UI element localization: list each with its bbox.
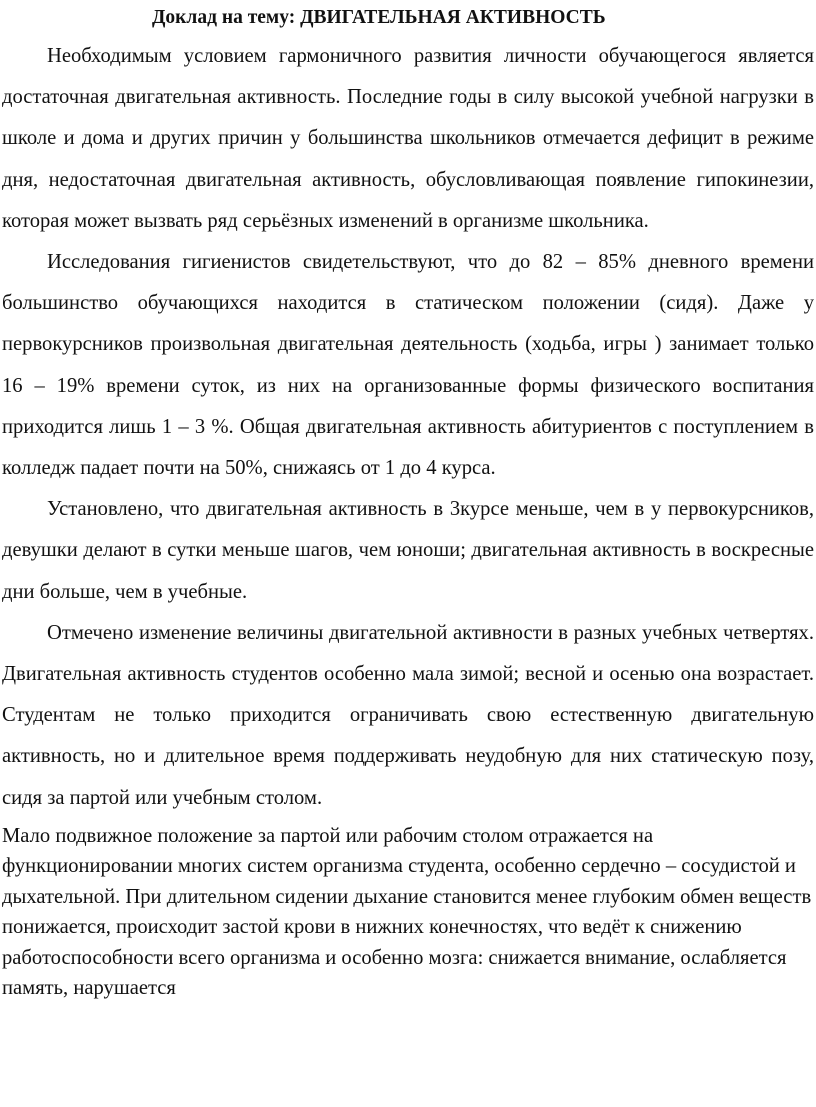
document-title: Доклад на тему: ДВИГАТЕЛЬНАЯ АКТИВНОСТЬ (152, 7, 606, 28)
paragraph-3: Установлено, что двигательная активность в 3курсе меньше, чем в у первокурсников, девушки делают в сутки меньше шагов, чем юноши; двигательная активность в воскресные дни больше, чем в учебные. (2, 498, 814, 603)
paragraph-4: Отмечено изменение величины двигательной активности в разных учебных четвертях. Двигательная активность студентов особенно мала зимой; весной и осенью она возрастает. Студентам не только приходится ограничивать свою естественную двигательную активность, но и длительное время поддерживать неудобную для них статическую позу, сидя за партой или учебным столом. (2, 621, 814, 809)
paragraph-1: Необходимым условием гармоничного развития личности обучающегося является достаточная двигательная активность. Последние годы в силу высокой учебной нагрузки в школе и дома и других причин у большинства школьников отмечается дефицит в режиме дня, недостаточная двигательная активность, обусловливающая появление гипокинезии, которая может вызвать ряд серьёзных изменений в организме школьника. (2, 45, 814, 232)
paragraph-2: Исследования гигиенистов свидетельствуют, что до 82 – 85% дневного времени большинство обучающихся находится в статическом положении (сидя). Даже у первокурсников произвольная двигательная деятельность (ходьба, игры ) занимает только 16 – 19% времени суток, из них на организованные формы физического воспитания приходится лишь 1 – 3 %. Общая двигательная активность абитуриентов с поступлением в колледж падает почти на 50%, снижаясь от 1 до 4 курса. (2, 251, 814, 480)
paragraph-5: Мало подвижное положение за партой или рабочим столом отражается на функционировании многих систем организма студента, особенно сердечно – сосудистой и дыхательной. При длительном сидении дыхание становится менее глубоким обмен веществ понижается, происходит застой крови в нижних конечностях, что ведёт к снижению работоспособности всего организма и особенно мозга: снижается внимание, ослабляется память, нарушается (2, 824, 812, 1000)
